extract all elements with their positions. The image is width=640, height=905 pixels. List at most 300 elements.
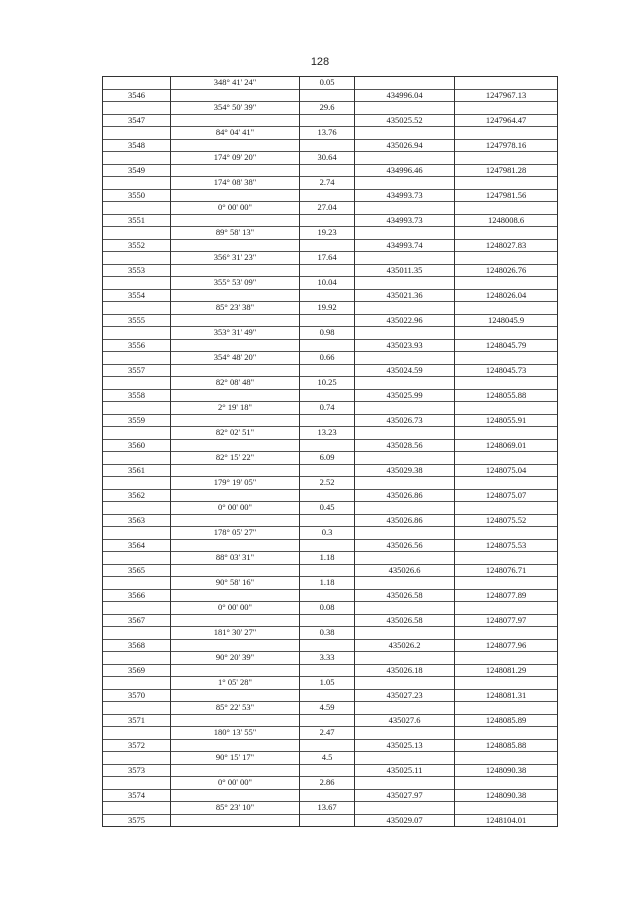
distance-cell [300, 714, 355, 727]
table-row [103, 464, 558, 477]
northing-cell: 435022.96 [355, 314, 455, 327]
station-cell: 3571 [103, 714, 171, 727]
bearing-cell [171, 89, 300, 102]
bearing-cell: 356° 31' 23" [171, 252, 300, 265]
distance-cell [300, 539, 355, 552]
station-cell: 3570 [103, 689, 171, 702]
bearing-cell [171, 314, 300, 327]
table-row [103, 589, 558, 602]
easting-cell [455, 477, 558, 490]
table-row [103, 314, 558, 327]
station-cell [103, 377, 171, 390]
bearing-cell: 0° 00' 00" [171, 502, 300, 515]
table-row [103, 227, 558, 240]
station-cell: 3546 [103, 89, 171, 102]
station-cell [103, 202, 171, 215]
distance-cell: 3.33 [300, 652, 355, 665]
table-row [103, 114, 558, 127]
northing-cell [355, 177, 455, 190]
bearing-cell [171, 764, 300, 777]
distance-cell: 4.5 [300, 752, 355, 765]
northing-cell [355, 502, 455, 515]
bearing-cell: 180° 13' 55" [171, 727, 300, 740]
easting-cell: 1248081.31 [455, 689, 558, 702]
easting-cell: 1248045.79 [455, 339, 558, 352]
easting-cell [455, 152, 558, 165]
table-row [103, 202, 558, 215]
easting-cell: 1248090.38 [455, 789, 558, 802]
table-row [103, 689, 558, 702]
table-row [103, 152, 558, 165]
easting-cell: 1247981.28 [455, 164, 558, 177]
bearing-cell [171, 539, 300, 552]
northing-cell [355, 252, 455, 265]
easting-cell [455, 277, 558, 290]
bearing-cell: 90° 20' 39" [171, 652, 300, 665]
table-row [103, 477, 558, 490]
table-body [103, 77, 558, 827]
northing-cell [355, 652, 455, 665]
station-cell: 3565 [103, 564, 171, 577]
northing-cell [355, 802, 455, 815]
easting-cell [455, 77, 558, 90]
station-cell [103, 627, 171, 640]
table-row [103, 714, 558, 727]
station-cell [103, 227, 171, 240]
bearing-cell: 90° 58' 16" [171, 577, 300, 590]
bearing-cell [171, 614, 300, 627]
station-cell: 3574 [103, 789, 171, 802]
distance-cell: 6.09 [300, 452, 355, 465]
table-row [103, 377, 558, 390]
table-row [103, 89, 558, 102]
distance-cell [300, 814, 355, 827]
station-cell: 3567 [103, 614, 171, 627]
station-cell [103, 527, 171, 540]
easting-cell [455, 302, 558, 315]
northing-cell: 435021.36 [355, 289, 455, 302]
easting-cell: 1248075.04 [455, 464, 558, 477]
bearing-cell: 0° 00' 00" [171, 777, 300, 790]
bearing-cell [171, 114, 300, 127]
station-cell [103, 252, 171, 265]
northing-cell: 435025.11 [355, 764, 455, 777]
easting-cell: 1247981.56 [455, 189, 558, 202]
northing-cell: 435026.2 [355, 639, 455, 652]
station-cell: 3563 [103, 514, 171, 527]
easting-cell: 1248077.97 [455, 614, 558, 627]
northing-cell [355, 152, 455, 165]
easting-cell [455, 227, 558, 240]
table-row [103, 102, 558, 115]
easting-cell: 1247967.13 [455, 89, 558, 102]
table-row [103, 177, 558, 190]
easting-cell: 1248075.52 [455, 514, 558, 527]
table-row [103, 239, 558, 252]
table-row [103, 789, 558, 802]
northing-cell: 435025.52 [355, 114, 455, 127]
table-row [103, 127, 558, 140]
station-cell [103, 402, 171, 415]
northing-cell: 435027.23 [355, 689, 455, 702]
easting-cell: 1248075.53 [455, 539, 558, 552]
distance-cell [300, 189, 355, 202]
northing-cell [355, 352, 455, 365]
distance-cell: 0.66 [300, 352, 355, 365]
easting-cell: 1247964.47 [455, 114, 558, 127]
bearing-cell [171, 139, 300, 152]
distance-cell: 0.38 [300, 627, 355, 640]
distance-cell: 0.74 [300, 402, 355, 415]
easting-cell [455, 652, 558, 665]
easting-cell [455, 402, 558, 415]
bearing-cell [171, 164, 300, 177]
station-cell: 3569 [103, 664, 171, 677]
distance-cell [300, 414, 355, 427]
bearing-cell [171, 714, 300, 727]
northing-cell [355, 427, 455, 440]
distance-cell [300, 314, 355, 327]
easting-cell [455, 502, 558, 515]
northing-cell [355, 327, 455, 340]
easting-cell [455, 427, 558, 440]
table-row [103, 264, 558, 277]
bearing-cell: 0° 00' 00" [171, 602, 300, 615]
easting-cell [455, 727, 558, 740]
bearing-cell [171, 389, 300, 402]
table-row [103, 739, 558, 752]
northing-cell: 435026.86 [355, 489, 455, 502]
distance-cell [300, 164, 355, 177]
table-row [103, 289, 558, 302]
northing-cell [355, 402, 455, 415]
bearing-cell [171, 289, 300, 302]
table-row [103, 752, 558, 765]
easting-cell: 1247978.16 [455, 139, 558, 152]
station-cell [103, 152, 171, 165]
easting-cell [455, 177, 558, 190]
bearing-cell [171, 339, 300, 352]
bearing-cell: 355° 53' 09" [171, 277, 300, 290]
easting-cell: 1248026.04 [455, 289, 558, 302]
northing-cell [355, 227, 455, 240]
station-cell [103, 677, 171, 690]
northing-cell [355, 727, 455, 740]
station-cell: 3575 [103, 814, 171, 827]
station-cell: 3568 [103, 639, 171, 652]
distance-cell [300, 339, 355, 352]
distance-cell [300, 589, 355, 602]
station-cell: 3556 [103, 339, 171, 352]
distance-cell [300, 239, 355, 252]
easting-cell: 1248026.76 [455, 264, 558, 277]
table-row [103, 427, 558, 440]
table-row [103, 189, 558, 202]
table-row [103, 702, 558, 715]
table-row [103, 164, 558, 177]
station-cell [103, 752, 171, 765]
easting-cell [455, 577, 558, 590]
station-cell [103, 702, 171, 715]
northing-cell: 435026.94 [355, 139, 455, 152]
northing-cell: 435025.99 [355, 389, 455, 402]
bearing-cell [171, 364, 300, 377]
bearing-cell: 353° 31' 49" [171, 327, 300, 340]
easting-cell [455, 702, 558, 715]
bearing-cell [171, 189, 300, 202]
bearing-cell: 178° 05' 27" [171, 527, 300, 540]
distance-cell: 19.92 [300, 302, 355, 315]
bearing-cell: 82° 15' 22" [171, 452, 300, 465]
bearing-cell [171, 814, 300, 827]
distance-cell [300, 764, 355, 777]
northing-cell: 435026.18 [355, 664, 455, 677]
table-row [103, 614, 558, 627]
bearing-cell [171, 489, 300, 502]
distance-cell [300, 614, 355, 627]
distance-cell [300, 664, 355, 677]
table-row [103, 627, 558, 640]
bearing-cell [171, 414, 300, 427]
page-number: 128 [310, 56, 330, 68]
bearing-cell [171, 564, 300, 577]
distance-cell: 10.25 [300, 377, 355, 390]
table-row [103, 414, 558, 427]
table-row [103, 352, 558, 365]
station-cell: 3561 [103, 464, 171, 477]
bearing-cell: 179° 19' 05" [171, 477, 300, 490]
northing-cell: 435026.86 [355, 514, 455, 527]
northing-cell: 435026.58 [355, 589, 455, 602]
bearing-cell: 85° 22' 53" [171, 702, 300, 715]
northing-cell: 434993.73 [355, 189, 455, 202]
northing-cell: 435026.6 [355, 564, 455, 577]
distance-cell: 17.64 [300, 252, 355, 265]
easting-cell: 1248027.83 [455, 239, 558, 252]
easting-cell: 1248045.73 [455, 364, 558, 377]
distance-cell: 0.05 [300, 77, 355, 90]
station-cell [103, 777, 171, 790]
station-cell: 3553 [103, 264, 171, 277]
station-cell [103, 577, 171, 590]
easting-cell: 1248055.91 [455, 414, 558, 427]
bearing-cell: 1° 05' 28" [171, 677, 300, 690]
easting-cell [455, 352, 558, 365]
northing-cell: 435029.07 [355, 814, 455, 827]
distance-cell: 19.23 [300, 227, 355, 240]
northing-cell [355, 702, 455, 715]
distance-cell [300, 514, 355, 527]
distance-cell [300, 389, 355, 402]
bearing-cell: 82° 02' 51" [171, 427, 300, 440]
northing-cell [355, 377, 455, 390]
bearing-cell: 174° 08' 38" [171, 177, 300, 190]
station-cell [103, 802, 171, 815]
northing-cell: 435011.35 [355, 264, 455, 277]
northing-cell [355, 577, 455, 590]
northing-cell [355, 552, 455, 565]
bearing-cell: 2° 19' 18" [171, 402, 300, 415]
northing-cell: 434993.73 [355, 214, 455, 227]
bearing-cell: 174° 09' 20" [171, 152, 300, 165]
distance-cell [300, 214, 355, 227]
distance-cell [300, 489, 355, 502]
easting-cell: 1248104.01 [455, 814, 558, 827]
station-cell [103, 277, 171, 290]
distance-cell: 0.08 [300, 602, 355, 615]
easting-cell: 1248090.38 [455, 764, 558, 777]
distance-cell [300, 139, 355, 152]
bearing-cell: 85° 23' 10" [171, 802, 300, 815]
easting-cell: 1248008.6 [455, 214, 558, 227]
easting-cell [455, 802, 558, 815]
station-cell: 3573 [103, 764, 171, 777]
bearing-cell [171, 239, 300, 252]
station-cell [103, 352, 171, 365]
bearing-cell: 82° 08' 48" [171, 377, 300, 390]
table-row [103, 539, 558, 552]
northing-cell [355, 202, 455, 215]
distance-cell: 30.64 [300, 152, 355, 165]
station-cell [103, 477, 171, 490]
station-cell [103, 502, 171, 515]
easting-cell: 1248075.07 [455, 489, 558, 502]
bearing-cell [171, 514, 300, 527]
station-cell [103, 127, 171, 140]
distance-cell: 4.59 [300, 702, 355, 715]
table-row [103, 564, 558, 577]
bearing-cell: 90° 15' 17" [171, 752, 300, 765]
table-row [103, 514, 558, 527]
northing-cell [355, 77, 455, 90]
table-row [103, 389, 558, 402]
bearing-cell [171, 789, 300, 802]
distance-cell: 1.18 [300, 552, 355, 565]
table-row [103, 77, 558, 90]
table-row [103, 764, 558, 777]
bearing-cell [171, 689, 300, 702]
distance-cell: 2.74 [300, 177, 355, 190]
northing-cell [355, 102, 455, 115]
table-row [103, 402, 558, 415]
station-cell: 3549 [103, 164, 171, 177]
station-cell [103, 427, 171, 440]
bearing-cell: 354° 48' 20" [171, 352, 300, 365]
table-row [103, 814, 558, 827]
easting-cell [455, 127, 558, 140]
table-row [103, 677, 558, 690]
station-cell [103, 177, 171, 190]
northing-cell [355, 477, 455, 490]
northing-cell: 434993.74 [355, 239, 455, 252]
bearing-cell: 85° 23' 38" [171, 302, 300, 315]
table-row [103, 302, 558, 315]
northing-cell: 435026.73 [355, 414, 455, 427]
bearing-cell: 88° 03' 31" [171, 552, 300, 565]
easting-cell: 1248085.88 [455, 739, 558, 752]
easting-cell: 1248055.88 [455, 389, 558, 402]
distance-cell [300, 289, 355, 302]
station-cell: 3558 [103, 389, 171, 402]
station-cell: 3559 [103, 414, 171, 427]
distance-cell: 1.18 [300, 577, 355, 590]
distance-cell: 2.47 [300, 727, 355, 740]
distance-cell: 0.45 [300, 502, 355, 515]
table-row [103, 664, 558, 677]
table-row [103, 802, 558, 815]
station-cell: 3550 [103, 189, 171, 202]
distance-cell: 2.86 [300, 777, 355, 790]
northing-cell: 435026.56 [355, 539, 455, 552]
station-cell [103, 102, 171, 115]
table-row [103, 139, 558, 152]
easting-cell: 1248076.71 [455, 564, 558, 577]
easting-cell [455, 377, 558, 390]
bearing-cell [171, 739, 300, 752]
northing-cell: 435029.38 [355, 464, 455, 477]
distance-cell [300, 689, 355, 702]
bearing-cell [171, 589, 300, 602]
distance-cell: 2.52 [300, 477, 355, 490]
distance-cell [300, 789, 355, 802]
bearing-cell [171, 439, 300, 452]
easting-cell [455, 527, 558, 540]
northing-cell [355, 527, 455, 540]
table-row [103, 552, 558, 565]
distance-cell [300, 364, 355, 377]
distance-cell: 10.04 [300, 277, 355, 290]
station-cell: 3564 [103, 539, 171, 552]
northing-cell: 435028.56 [355, 439, 455, 452]
northing-cell [355, 452, 455, 465]
station-cell [103, 552, 171, 565]
northing-cell [355, 127, 455, 140]
station-cell: 3551 [103, 214, 171, 227]
easting-cell: 1248077.96 [455, 639, 558, 652]
bearing-cell [171, 214, 300, 227]
northing-cell [355, 627, 455, 640]
northing-cell [355, 752, 455, 765]
easting-cell [455, 552, 558, 565]
table-row [103, 214, 558, 227]
northing-cell [355, 302, 455, 315]
table-row [103, 252, 558, 265]
easting-cell [455, 202, 558, 215]
station-cell [103, 327, 171, 340]
table-row [103, 452, 558, 465]
northing-cell: 435027.6 [355, 714, 455, 727]
easting-cell [455, 677, 558, 690]
easting-cell [455, 627, 558, 640]
distance-cell: 29.6 [300, 102, 355, 115]
northing-cell: 435026.58 [355, 614, 455, 627]
table-row [103, 502, 558, 515]
northing-cell: 434996.46 [355, 164, 455, 177]
station-cell: 3555 [103, 314, 171, 327]
easting-cell [455, 252, 558, 265]
table-row [103, 652, 558, 665]
table-row [103, 489, 558, 502]
easting-cell [455, 452, 558, 465]
distance-cell: 1.05 [300, 677, 355, 690]
station-cell [103, 727, 171, 740]
northing-cell [355, 677, 455, 690]
distance-cell [300, 464, 355, 477]
table-row [103, 339, 558, 352]
distance-cell [300, 639, 355, 652]
table-row [103, 639, 558, 652]
station-cell: 3557 [103, 364, 171, 377]
